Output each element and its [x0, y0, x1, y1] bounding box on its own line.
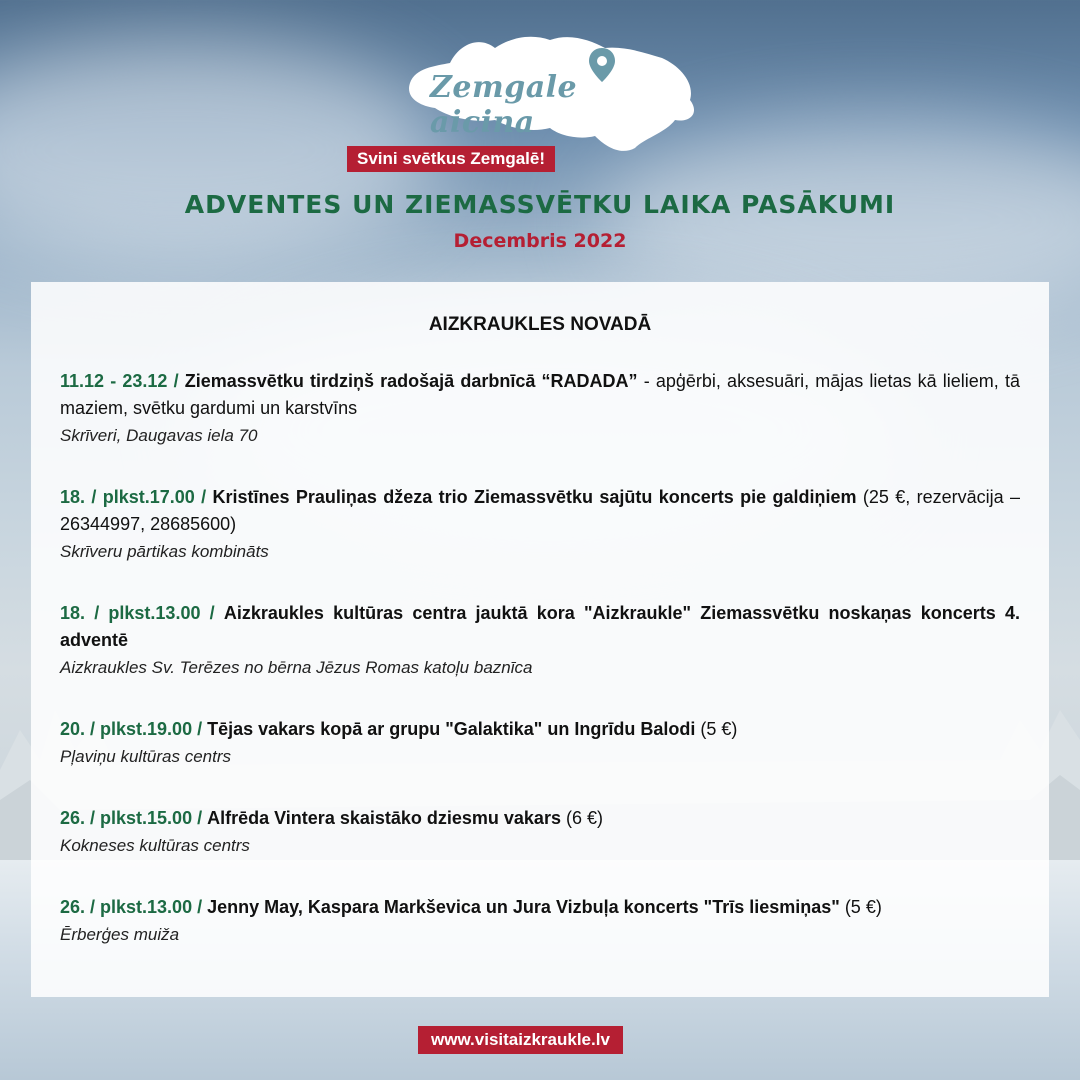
event-place: Ērberģes muiža	[60, 925, 180, 944]
event-date: 11.12 - 23.12 /	[60, 371, 179, 391]
events-panel	[31, 282, 1049, 997]
event-name: Ziemassvētku tirdziņš radošajā darbnīcā “RADADA”	[184, 371, 638, 391]
event-place: Skrīveru pārtikas kombināts	[60, 542, 269, 561]
event-details: (6 €)	[560, 808, 603, 828]
page-subtitle: Decembris 2022	[453, 230, 627, 252]
event-name: Kristīnes Prauliņas džeza trio Ziemassvētku sajūtu koncerts pie galdiņiem	[212, 487, 857, 507]
event-name: Aizkraukles kultūras centra jauktā kora "Aizkraukle" Ziemassvētku noskaņas koncerts 4. adventē	[60, 603, 1020, 650]
event-description	[60, 600, 1020, 654]
event-item	[60, 805, 1020, 860]
event-name: Jenny May, Kaspara Markševica un Jura Vizbuļa koncerts "Trīs liesmiņas"	[207, 897, 840, 917]
event-item	[60, 716, 1020, 771]
event-description	[60, 894, 1020, 921]
event-description	[60, 716, 1020, 743]
event-details: (5 €)	[839, 897, 882, 917]
event-item	[60, 894, 1020, 949]
tagline-badge: Svini svētkus Zemgalē!	[347, 146, 555, 172]
event-item	[60, 600, 1020, 682]
event-details: (25 €, rezervācija – 26344997, 28685600)	[60, 487, 1020, 534]
event-place: Skrīveri, Daugavas iela 70	[60, 426, 258, 445]
event-item	[60, 484, 1020, 566]
event-list	[60, 368, 1020, 983]
event-description	[60, 805, 1020, 832]
event-place: Kokneses kultūras centrs	[60, 836, 250, 855]
event-date: 18. / plkst.17.00 /	[60, 487, 207, 507]
event-date: 18. / plkst.13.00 /	[60, 603, 215, 623]
event-place: Aizkraukles Sv. Terēzes no bērna Jēzus Romas katoļu baznīca	[60, 658, 533, 677]
event-place: Pļaviņu kultūras centrs	[60, 747, 232, 766]
event-details: (5 €)	[695, 719, 738, 739]
page-title: ADVENTES UN ZIEMASSVĒTKU LAIKA PASĀKUMI	[184, 190, 896, 219]
logo-text: Zemgale aicina	[430, 70, 578, 140]
event-description	[60, 368, 1020, 422]
event-date: 20. / plkst.19.00 /	[60, 719, 203, 739]
event-item	[60, 368, 1020, 450]
event-description	[60, 484, 1020, 538]
event-date: 26. / plkst.15.00 /	[60, 808, 203, 828]
website-link[interactable]: www.visitaizkraukle.lv	[418, 1026, 623, 1054]
event-name: Tējas vakars kopā ar grupu "Galaktika" un Ingrīdu Balodi	[207, 719, 696, 739]
event-details: - apģērbi, aksesuāri, mājas lietas kā lieliem, tā maziem, svētku gardumi un karstvīns	[60, 371, 1020, 418]
event-name: Alfrēda Vintera skaistāko dziesmu vakars	[207, 808, 561, 828]
region-title: AIZKRAUKLES NOVADĀ	[428, 314, 652, 335]
event-date: 26. / plkst.13.00 /	[60, 897, 203, 917]
